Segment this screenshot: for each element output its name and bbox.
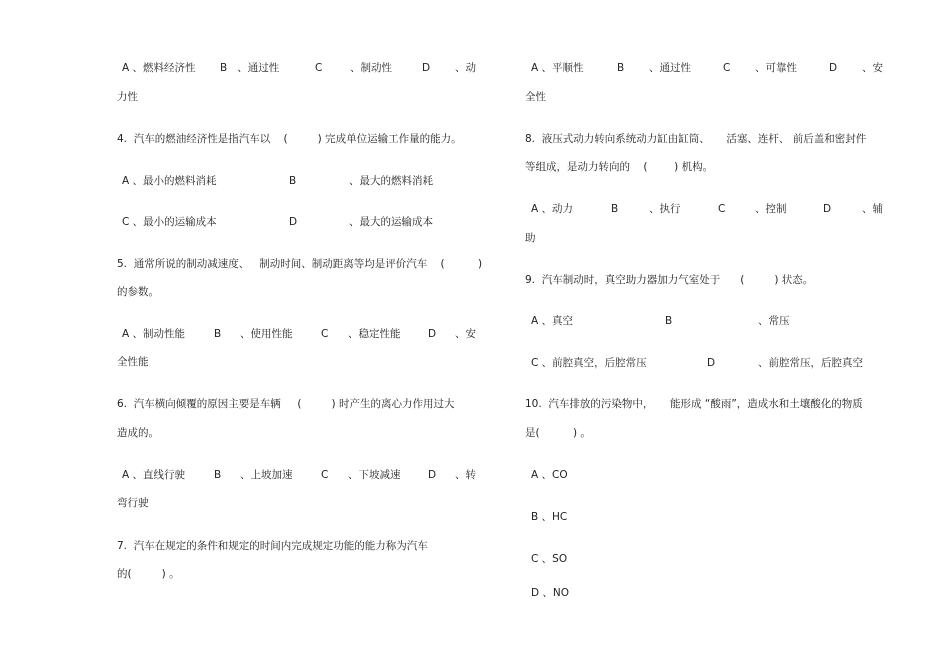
- q5-option-d-text: 、安: [455, 328, 476, 340]
- q8-option-b-text: 、执行: [649, 203, 681, 215]
- q9-question-line1: 9. 汽车制动时，真空助力器加力气室处于 ( ) 状态。: [525, 274, 814, 286]
- q7-option-d-letter: D: [829, 62, 838, 74]
- q7-option-a: A 、平顺性: [531, 62, 584, 74]
- q4-option-b-letter: B: [289, 175, 297, 187]
- q8-option-b-letter: B: [611, 203, 619, 215]
- q4-option-a: A 、最小的燃料消耗: [122, 175, 217, 187]
- q8-option-c-letter: C: [718, 203, 726, 215]
- q9-option-d-letter: D: [707, 357, 716, 369]
- q7-question-line1: 7. 汽车在规定的条件和规定的时间内完成规定功能的能力称为汽车: [117, 540, 428, 552]
- q6-option-d-text: 、转: [455, 469, 476, 481]
- q8-option-wrap: 助: [525, 232, 536, 244]
- q5-option-wrap: 全性能: [117, 356, 149, 368]
- q10-option-c: C 、SO: [531, 553, 568, 565]
- q5-option-b-letter: B: [214, 328, 222, 340]
- q7-question-line2: 的( ) 。: [117, 568, 180, 580]
- q5-option-a: A 、制动性能: [122, 328, 186, 340]
- q10-option-d: D 、NO: [531, 587, 570, 599]
- q7-option-b-letter: B: [617, 62, 625, 74]
- q6-option-a: A 、直线行驶: [122, 469, 186, 481]
- q10-option-a: A 、CO: [531, 469, 568, 481]
- q3-option-c-letter: C: [315, 62, 323, 74]
- q8-question-line2: 等组成，是动力转向的 ( ) 机构。: [525, 161, 714, 173]
- q5-question-line2: 的参数。: [117, 286, 159, 298]
- q6-question-line1: 6. 汽车横向倾覆的原因主要是车辆 ( ) 时产生的离心力作用过大: [117, 398, 455, 410]
- q7-option-d-text: 、安: [862, 62, 883, 74]
- q9-option-d-text: 、前腔常压，后腔真空: [758, 357, 863, 369]
- q7-option-wrap: 全性: [525, 91, 546, 103]
- q4-option-b-text: 、最大的燃料消耗: [349, 175, 433, 187]
- q5-option-c-text: 、稳定性能: [348, 328, 401, 340]
- q9-option-c: C 、前腔真空，后腔常压: [531, 357, 647, 369]
- q3-option-d-letter: D: [422, 62, 431, 74]
- q5-option-b-text: 、使用性能: [240, 328, 293, 340]
- q6-option-b-text: 、上坡加速: [240, 469, 293, 481]
- q6-option-c-letter: C: [321, 469, 329, 481]
- q5-option-d-letter: D: [428, 328, 437, 340]
- q4-option-d-letter: D: [289, 216, 298, 228]
- q6-option-c-text: 、下坡减速: [348, 469, 401, 481]
- q3-option-a: A 、燃料经济性: [122, 62, 196, 74]
- q7-option-c-letter: C: [723, 62, 731, 74]
- q7-option-b-text: 、通过性: [649, 62, 691, 74]
- q4-option-c: C 、最小的运输成本: [122, 216, 217, 228]
- q6-question-line2: 造成的。: [117, 427, 159, 439]
- q3-option-b: B 、通过性: [220, 62, 280, 74]
- q10-option-b: B 、HC: [531, 511, 568, 523]
- q10-question-line2: 是( ) 。: [525, 427, 591, 439]
- q6-option-b-letter: B: [214, 469, 222, 481]
- q8-option-a: A 、动力: [531, 203, 574, 215]
- q6-option-wrap: 弯行驶: [117, 497, 149, 509]
- q9-option-b-text: 、常压: [758, 315, 790, 327]
- q3-option-c-text: 、制动性: [350, 62, 392, 74]
- q8-option-c-text: 、控制: [755, 203, 787, 215]
- q8-option-d-text: 、辅: [862, 203, 883, 215]
- q4-question-line1: 4. 汽车的燃油经济性是指汽车以 ( ) 完成单位运输工作量的能力。: [117, 133, 462, 145]
- q3-option-d-text: 、动: [455, 62, 476, 74]
- q5-question-line1: 5. 通常所说的制动减速度、 制动时间、制动距离等均是评价汽车 ( ): [117, 258, 483, 270]
- q7-option-c-text: 、可靠性: [755, 62, 797, 74]
- q10-question-line1: 10. 汽车排放的污染物中， 能形成 “酸雨”，造成水和土壤酸化的物质: [525, 398, 863, 410]
- q9-option-a: A 、真空: [531, 315, 574, 327]
- q3-option-wrap: 力性: [117, 91, 138, 103]
- q4-option-d-text: 、最大的运输成本: [349, 216, 433, 228]
- q8-option-d-letter: D: [823, 203, 832, 215]
- q8-question-line1: 8. 液压式动力转向系统动力缸由缸筒、 活塞、连杆、 前后盖和密封件: [525, 133, 867, 145]
- q6-option-d-letter: D: [428, 469, 437, 481]
- q9-option-b-letter: B: [665, 315, 673, 327]
- q5-option-c-letter: C: [321, 328, 329, 340]
